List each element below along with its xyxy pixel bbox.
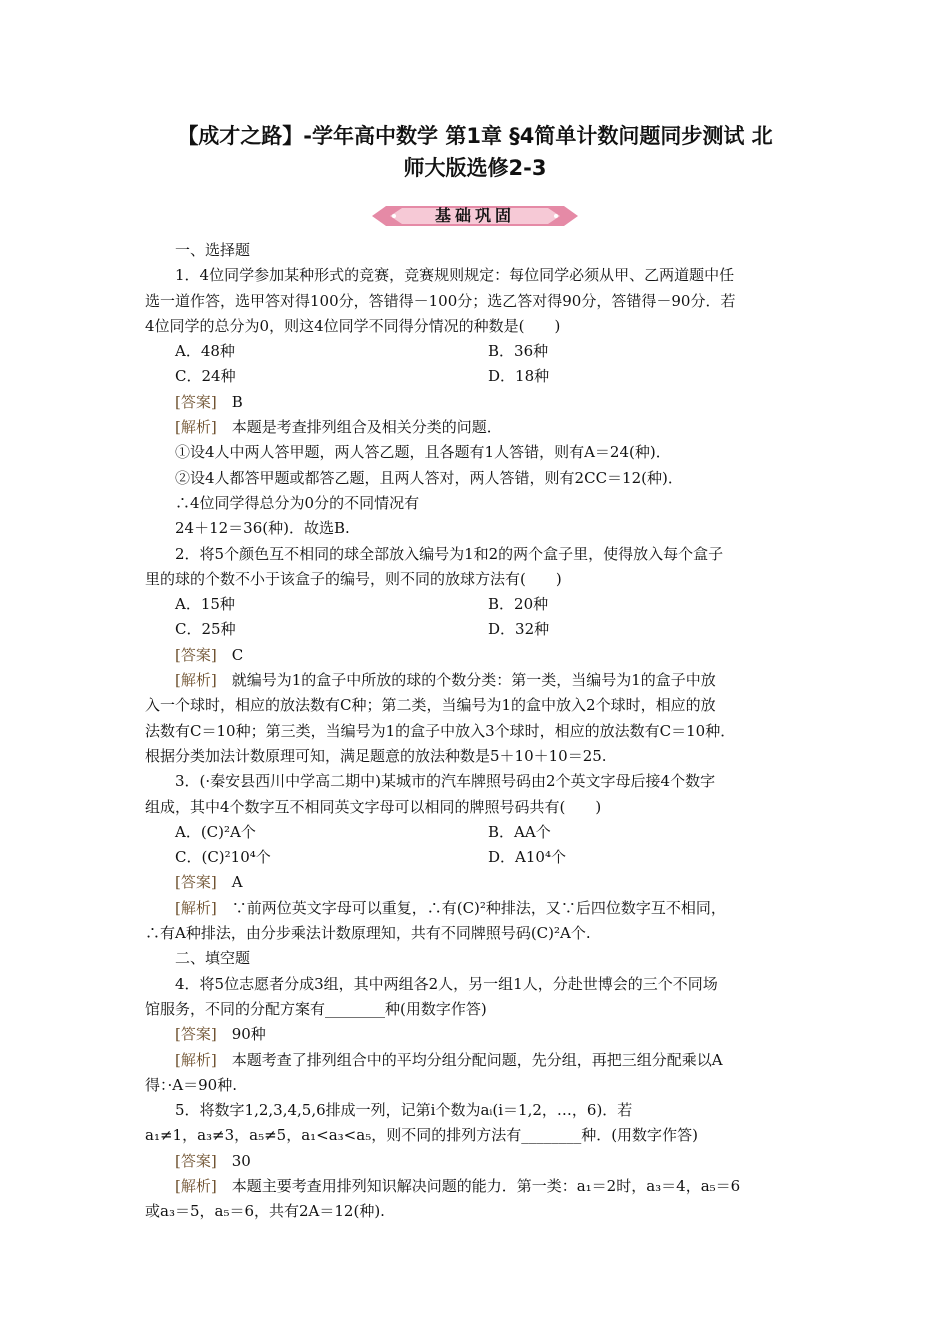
option-a: A．48种 <box>175 342 235 361</box>
question-2-line: 2．将5个颜色互不相同的球全部放入编号为1和2的两个盒子里，使得放入每个盒子 <box>175 544 724 563</box>
answer-tag: [答案] <box>175 645 217 664</box>
answer-line <box>145 870 810 895</box>
question-5-line: 5．将数字1,2,3,4,5,6排成一列，记第i个数为aᵢ(i＝1,2，…，6)．若 <box>175 1101 633 1120</box>
analysis-tag: [解析] <box>175 671 217 690</box>
analysis-line: ②设4人都答甲题或都答乙题，且两人答对，两人答错，则有2CC＝12(种)． <box>175 468 683 487</box>
question-1-options-row <box>145 339 810 364</box>
question-5-line: a₁≠1，a₃≠3，a₅≠5，a₁<a₃<a₅，则不同的排列方法有________种．(用数字作答) <box>145 1126 698 1145</box>
question-2-line: 里的球的个数不小于该盒子的编号，则不同的放球方法有( ) <box>145 569 562 588</box>
title-line-2: 师大版选修2-3 <box>403 156 547 180</box>
analysis-line: ∴有A种排法，由分步乘法计数原理知，共有不同牌照号码(C)²A个. <box>145 924 591 943</box>
answer-tag: [答案] <box>175 1151 217 1170</box>
question-3-options-row <box>145 845 810 870</box>
analysis-line: 法数有C＝10种；第三类，当编号为1的盒子中放入3个球时，相应的放法数有C＝10种． <box>145 721 736 740</box>
analysis-text: 本题考查了排列组合中的平均分组分配问题，先分组，再把三组分配乘以A <box>216 1050 723 1069</box>
analysis-text: 就编号为1的盒子中所放的球的个数分类：第一类，当编号为1的盒子中放 <box>216 671 716 690</box>
answer-value: 30 <box>216 1151 251 1170</box>
option-d: D．A10⁴个 <box>488 848 566 867</box>
analysis-line: ∴4位同学得总分为0分的不同情况有 <box>175 493 420 512</box>
answer-tag: [答案] <box>175 1025 217 1044</box>
question-1-line: 1．4位同学参加某种形式的竞赛，竞赛规则规定：每位同学必须从甲、乙两道题中任 <box>175 266 735 285</box>
answer-value: B <box>216 392 243 411</box>
question-1-line: 4位同学的总分为0，则这4位同学不同得分情况的种数是( ) <box>145 316 561 335</box>
answer-line <box>145 1149 810 1174</box>
analysis-text: 本题主要考查用排列知识解决问题的能力．第一类：a₁＝2时，a₃＝4，a₅＝6 <box>216 1176 741 1195</box>
option-a: A．(C)²A个 <box>175 822 256 841</box>
analysis-tag: [解析] <box>175 418 217 437</box>
option-d: D．32种 <box>488 620 550 639</box>
answer-value: C <box>216 645 244 664</box>
analysis-tag: [解析] <box>175 1050 217 1069</box>
analysis-line <box>145 896 810 921</box>
section-heading: 二、填空题 <box>175 949 251 968</box>
question-3-options-row <box>145 820 810 845</box>
answer-value: 90种 <box>216 1025 266 1044</box>
title-line-1: 【成才之路】-学年高中数学 第1章 §4简单计数问题同步测试 北 <box>177 124 773 148</box>
answer-line <box>145 390 810 415</box>
section-badge <box>372 203 578 229</box>
analysis-text: ∵前两位英文字母可以重复，∴有(C)²种排法，又∵后四位数字互不相同， <box>216 898 726 917</box>
analysis-tag: [解析] <box>175 1176 217 1195</box>
answer-value: A <box>216 873 243 892</box>
option-c: C．24种 <box>175 367 236 386</box>
analysis-line: 入一个球时，相应的放法数有C种；第二类，当编号为1的盒中放入2个球时，相应的放 <box>145 696 716 715</box>
analysis-line <box>145 668 810 693</box>
option-c: C．25种 <box>175 620 236 639</box>
option-b: B．36种 <box>488 342 549 361</box>
question-4-line: 4．将5位志愿者分成3组，其中两组各2人，另一组1人，分赴世博会的三个不同场 <box>175 974 718 993</box>
option-b: B．AA个 <box>488 822 551 841</box>
option-d: D．18种 <box>488 367 550 386</box>
answer-tag: [答案] <box>175 392 217 411</box>
document-body <box>145 238 810 1225</box>
question-3-line: 3．(·秦安县西川中学高二期中)某城市的汽车牌照号码由2个英文字母后接4个数字 <box>175 772 716 791</box>
question-2-options-row <box>145 592 810 617</box>
option-a: A．15种 <box>175 595 235 614</box>
answer-line <box>145 643 810 668</box>
question-4-line: 馆服务，不同的分配方案有________种(用数字作答) <box>145 999 487 1018</box>
answer-line <box>145 1022 810 1047</box>
analysis-line: ①设4人中两人答甲题，两人答乙题，且各题有1人答错，则有A＝24(种)． <box>175 443 671 462</box>
analysis-line <box>145 415 810 440</box>
analysis-line: 根据分类加法计数原理可知，满足题意的放法种数是5＋10＋10＝25. <box>145 746 607 765</box>
analysis-line: 或a₃＝5，a₅＝6，共有2A＝12(种). <box>145 1202 385 1221</box>
question-3-line: 组成，其中4个数字互不相同英文字母可以相同的牌照号码共有( ) <box>145 797 602 816</box>
question-1-options-row <box>145 364 810 389</box>
analysis-text: 本题是考查排列组合及相关分类的问题． <box>216 418 502 437</box>
badge-label: 基础巩固 <box>434 206 515 225</box>
option-b: B．20种 <box>488 595 549 614</box>
section-heading: 一、选择题 <box>175 241 251 259</box>
question-2-options-row <box>145 617 810 642</box>
analysis-line: 得：·A＝90种. <box>145 1075 237 1094</box>
analysis-tag: [解析] <box>175 898 217 917</box>
question-1-line: 选一道作答，选甲答对得100分，答错得－100分；选乙答对得90分，答错得－90分．若 <box>145 291 736 310</box>
document-title <box>120 120 830 184</box>
option-c: C．(C)²10⁴个 <box>175 848 271 867</box>
analysis-line <box>145 1174 810 1199</box>
analysis-line: 24＋12＝36(种)．故选B. <box>175 519 350 538</box>
answer-tag: [答案] <box>175 873 217 892</box>
analysis-line <box>145 1048 810 1073</box>
